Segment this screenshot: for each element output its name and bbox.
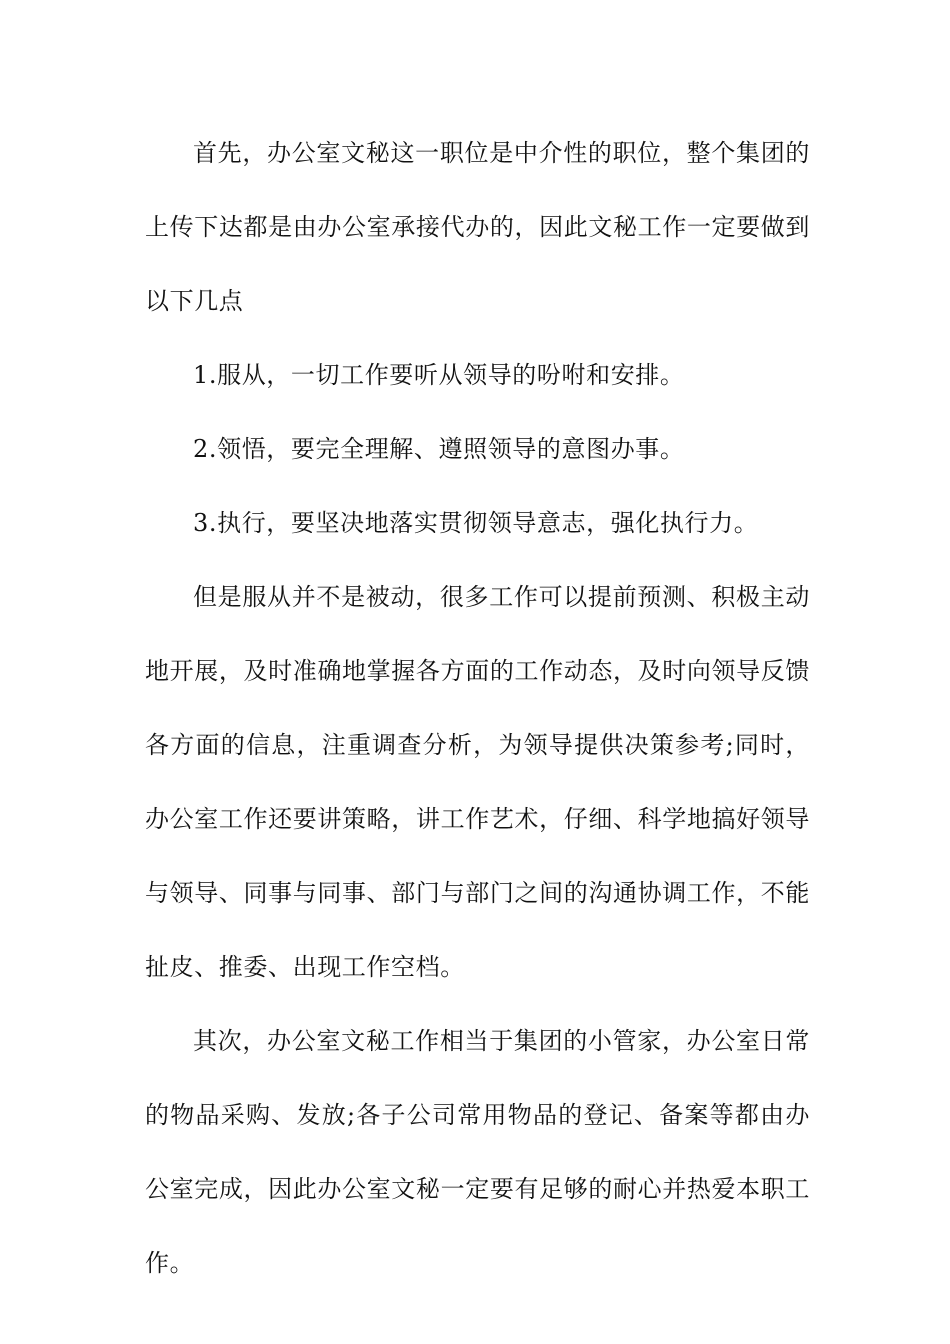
paragraph-point-2: 2.领悟，要完全理解、遵照领导的意图办事。 bbox=[193, 435, 685, 463]
paragraph-intro: 首先，办公室文秘这一职位是中介性的职位，整个集团的上传下达都是由办公室承接代办的，因此文秘工作一定要做到以下几点 bbox=[145, 139, 810, 315]
paragraph-however: 但是服从并不是被动，很多工作可以提前预测、积极主动地开展，及时准确地掌握各方面的工作动态，及时向领导反馈各方面的信息，注重调查分析，为领导提供决策参考;同时，办公室工作还要讲策略，讲工作艺术，仔细、科学地搞好领导与领导、同事与同事、部门与部门之间的沟通协调工作，不能扯皮、推委、出现工作空档。 bbox=[145, 583, 810, 981]
paragraph-second: 其次，办公室文秘工作相当于集团的小管家，办公室日常的物品采购、发放;各子公司常用物品的登记、备案等都由办公室完成，因此办公室文秘一定要有足够的耐心并热爱本职工作。 bbox=[145, 1027, 810, 1277]
paragraph-point-1: 1.服从，一切工作要听从领导的吩咐和安排。 bbox=[193, 361, 685, 389]
document-body bbox=[145, 116, 810, 1300]
paragraph-point-3: 3.执行，要坚决地落实贯彻领导意志，强化执行力。 bbox=[193, 509, 759, 537]
